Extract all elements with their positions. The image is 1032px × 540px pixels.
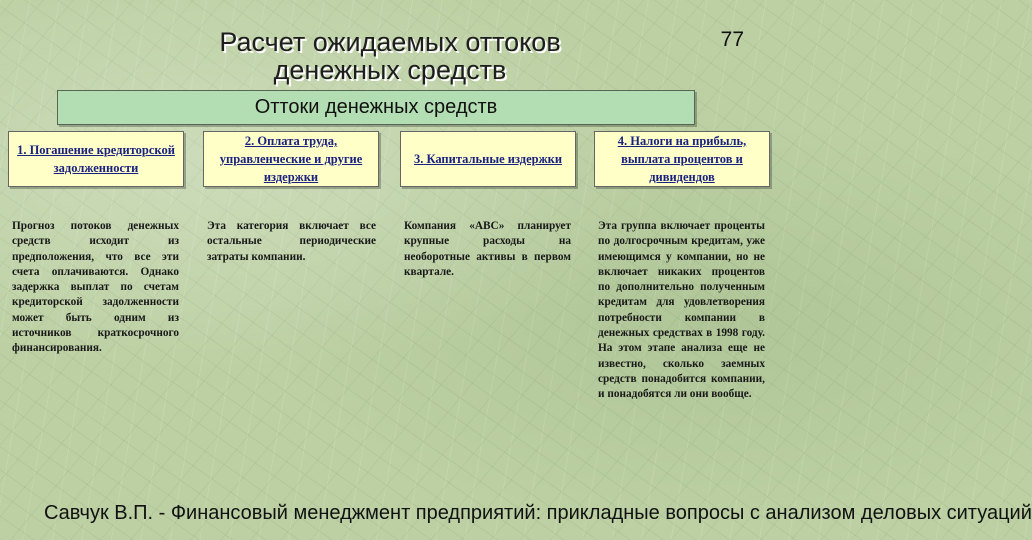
category-description-3: Компания «АВС» планирует крупные расходы на необоротные активы в первом квартале. (404, 220, 571, 278)
category-description-2: Эта категория включает все остальные периодические затраты компании. (207, 220, 376, 263)
source-footnote: Савчук В.П. - Финансовый менеджмент предприятий: прикладные вопросы с анализом деловых ситуаций (44, 502, 1032, 524)
category-description-1: Прогноз потоков денежных средств исходит из предположения, что все эти счета оплачиваются. Однако задержка выплат по счетам кредиторской задолженности может быть одним из источников краткосрочного финансирования. (12, 220, 179, 355)
category-box-2 (203, 131, 379, 187)
category-box-3 (400, 131, 576, 187)
category-label-1: 1. Погашение кредиторской задолженности (17, 143, 175, 175)
slide-title-line-2: денежных средств (273, 55, 507, 85)
category-label-2: 2. Оплата труда, управленческие и другие издержки (219, 134, 363, 184)
category-description-4: Эта группа включает проценты по долгосрочным кредитам, уже имеющимся у компании, но не включает никаких процентов по дополнительно полученным кредитам для удовлетворения потребности компании в денежных средствах в 1998 году. На этом этапе анализа еще не известно, сколько заемных средств понадобится компании, и понадобятся ли они вообще. (598, 220, 765, 401)
category-box-4 (594, 131, 770, 187)
category-box-1 (8, 131, 184, 187)
outflows-banner: Оттоки денежных средств (57, 90, 695, 125)
page-number: 77 (720, 28, 744, 51)
slide-title-line-1: Расчет ожидаемых оттоков (219, 27, 561, 57)
category-label-3: 3. Капитальные издержки (413, 152, 563, 166)
category-label-4: 4. Налоги на прибыль, выплата процентов и дивидендов (617, 134, 747, 184)
slide-title (150, 28, 630, 84)
